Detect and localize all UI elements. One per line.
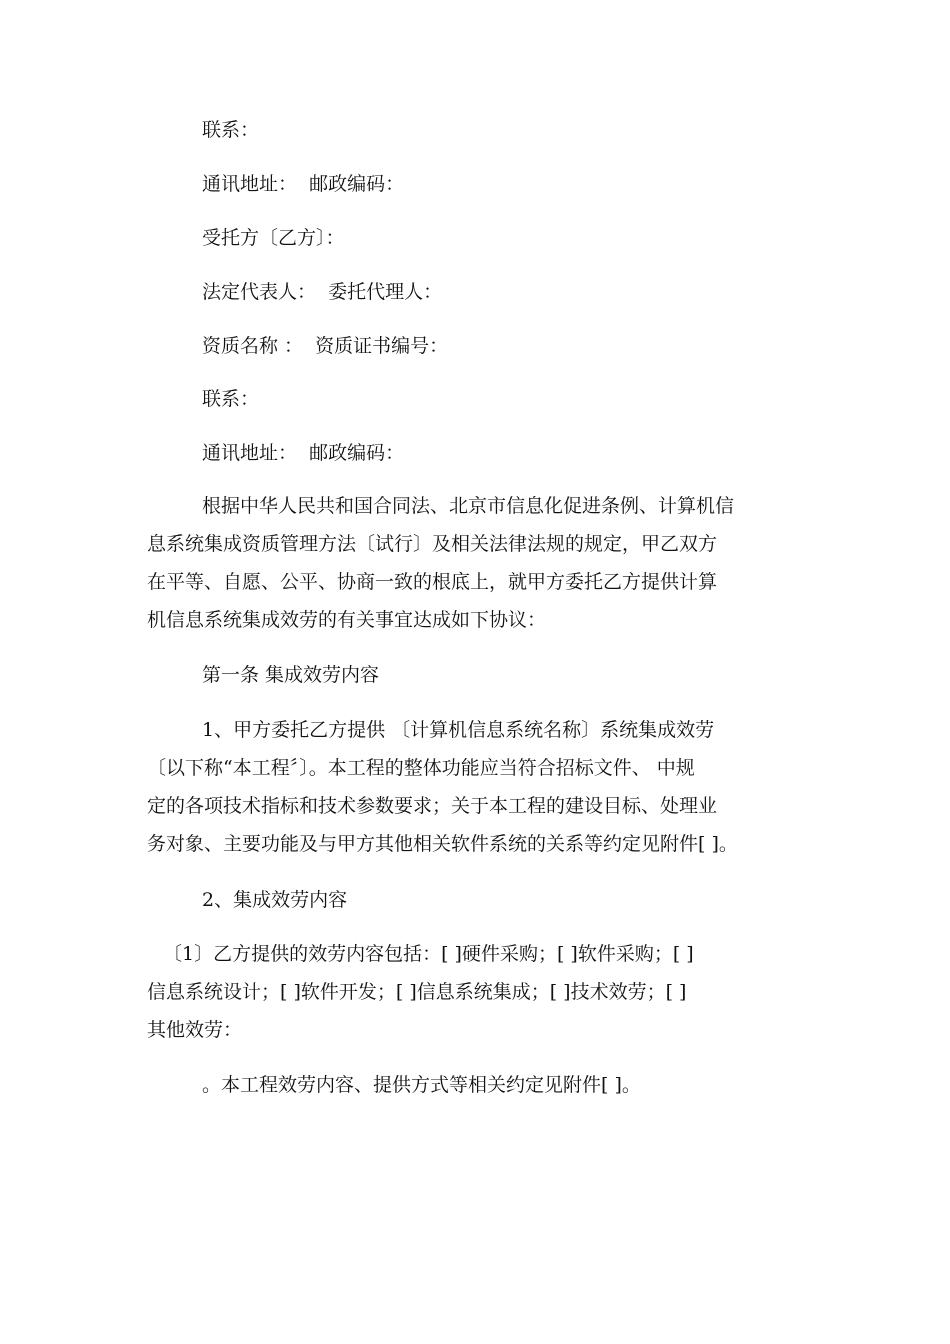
party-b-address: 通讯地址： 邮政编码： [202,442,405,464]
article-1-heading: 第一条 集成效劳内容 [202,664,380,686]
party-a-address: 通讯地址： 邮政编码： [202,173,405,195]
article-1-item-2-heading: 2、集成效劳内容 [202,889,348,911]
article-1-item-1-line: 〔以下称“本工程〞〕。本工程的整体功能应当符合招标文件、 中规 [147,757,695,779]
article-1-item-1-line: 务对象、主要功能及与甲方其他相关软件系统的关系等约定见附件[ ]。 [147,833,738,855]
preamble-line: 息系统集成资质管理方法〔试行〕及相关法律法规的规定，甲乙双方 [147,533,718,555]
preamble-line: 在平等、自愿、公平、协商一致的根底上，就甲方委托乙方提供计算 [147,571,718,593]
article-1-item-2-sub1-line: 〔1〕乙方提供的效劳内容包括：[ ]硬件采购；[ ]软件采购；[ ] [163,943,694,965]
article-1-item-2-sub1-line: 信息系统设计；[ ]软件开发；[ ]信息系统集成；[ ]技术效劳；[ ] [147,981,687,1003]
article-1-item-1-line: 1、甲方委托乙方提供 〔计算机信息系统名称〕系统集成效劳 [202,719,715,741]
party-b-representative: 法定代表人： 委托代理人： [202,281,443,303]
party-a-contact: 联系： [202,119,260,141]
party-b-contact: 联系： [202,388,260,410]
party-b-qualification: 资质名称 ： 资质证书编号： [202,335,449,357]
article-1-item-2-note: 。本工程效劳内容、提供方式等相关约定见附件[ ]。 [202,1074,641,1096]
article-1-item-1-line: 定的各项技术指标和技术参数要求；关于本工程的建设目标、处理业 [147,795,718,817]
preamble-line: 机信息系统集成效劳的有关事宜达成如下协议： [147,609,547,631]
article-1-item-2-sub1-line: 其他效劳： [147,1019,243,1041]
party-b-title: 受托方〔乙方〕： [202,227,345,249]
preamble-line: 根据中华人民共和国合同法、北京市信息化促进条例、计算机信 [202,495,735,517]
